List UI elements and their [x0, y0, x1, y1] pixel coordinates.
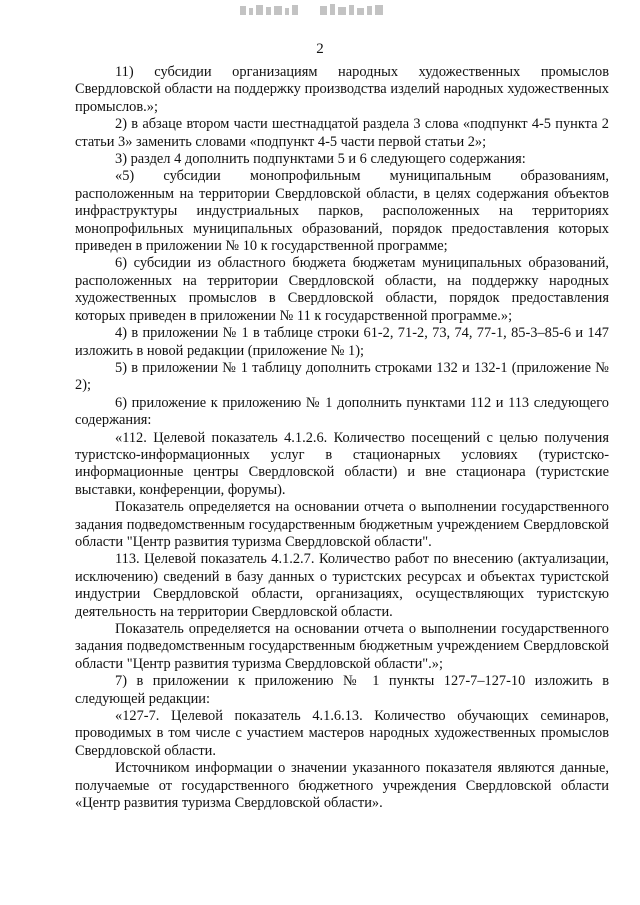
paragraph-point-113: 113. Целевой показатель 4.1.2.7. Количество работ по внесению (актуализации, исключению) сведений в базу данных о туристских ресурсах и объектах туристской индустрии Свердловской области, организациях, осуществляющих туристскую деятельность на территории Свердловской области.	[75, 551, 609, 620]
paragraph-item-6: 6) приложение к приложению № 1 дополнить пунктами 112 и 113 следующего содержания:	[75, 394, 609, 429]
paragraph-item-11: 11) субсидии организациям народных художественных промыслов Свердловской области на поддержку производства изделий народных художественных промыслов.»;	[75, 64, 609, 115]
registration-stamp-mark	[238, 2, 390, 20]
paragraph-item-2: 2) в абзаце втором части шестнадцатой раздела 3 слова «подпункт 4-5 пункта 2 статьи 3» заменить словами «подпункт 4-5 части первой статьи 2»;	[75, 116, 609, 150]
paragraph-item-7: 7) в приложении к приложению № 1 пункты 127-7–127-10 изложить в следующей редакции:	[75, 673, 609, 707]
page-number: 2	[316, 41, 324, 57]
paragraph-point-112: «112. Целевой показатель 4.1.2.6. Количество посещений с целью получения туристско-информационных услуг в стационарных условиях (туристско-информационные центры Свердловской области) и вне стационара (туристские выставки, конференции, форумы).	[75, 429, 609, 498]
paragraph-point-112-source: Показатель определяется на основании отчета о выполнении государственного задания подведомственным государственным бюджетным учреждением Свердловской области "Центр развития туризма Свердловской области".	[75, 499, 609, 550]
paragraph-item-3: 3) раздел 4 дополнить подпунктами 5 и 6 следующего содержания:	[115, 151, 526, 168]
paragraph-subitem-5: «5) субсидии монопрофильным муниципальным образованиям, расположенным на территории Свердловской области, в целях содержания объектов инфраструктуры индустриальных парков, расположенных на территориях монопрофильных муниципальных образований, порядок предоставления которых приведен в приложении № 10 к государственной программе;	[75, 168, 609, 255]
paragraph-item-5: 5) в приложении № 1 таблицу дополнить строками 132 и 132-1 (приложение № 2);	[75, 359, 609, 394]
paragraph-point-127-7-source: Источником информации о значении указанного показателя являются данные, получаемые от государственного бюджетного учреждения Свердловской области «Центр развития туризма Свердловской области».	[75, 760, 609, 812]
paragraph-item-4: 4) в приложении № 1 в таблице строки 61-2, 71-2, 73, 74, 77-1, 85-3–85-6 и 147 изложить в новой редакции (приложение № 1);	[75, 325, 609, 359]
paragraph-subitem-6: 6) субсидии из областного бюджета бюджетам муниципальных образований, расположенных на территории Свердловской области, на поддержку народных художественных промыслов в Свердловской области, порядок предоставления которых приведен в приложении № 11 к государственной программе.»;	[75, 255, 609, 324]
paragraph-point-127-7: «127-7. Целевой показатель 4.1.6.13. Количество обучающих семинаров, проводимых в том числе с участием мастеров народных художественных промыслов Свердловской области.	[75, 708, 609, 759]
paragraph-point-113-source: Показатель определяется на основании отчета о выполнении государственного задания подведомственным государственным бюджетным учреждением Свердловской области "Центр развития туризма Свердловской области".»;	[75, 621, 609, 672]
document-body	[75, 64, 609, 812]
